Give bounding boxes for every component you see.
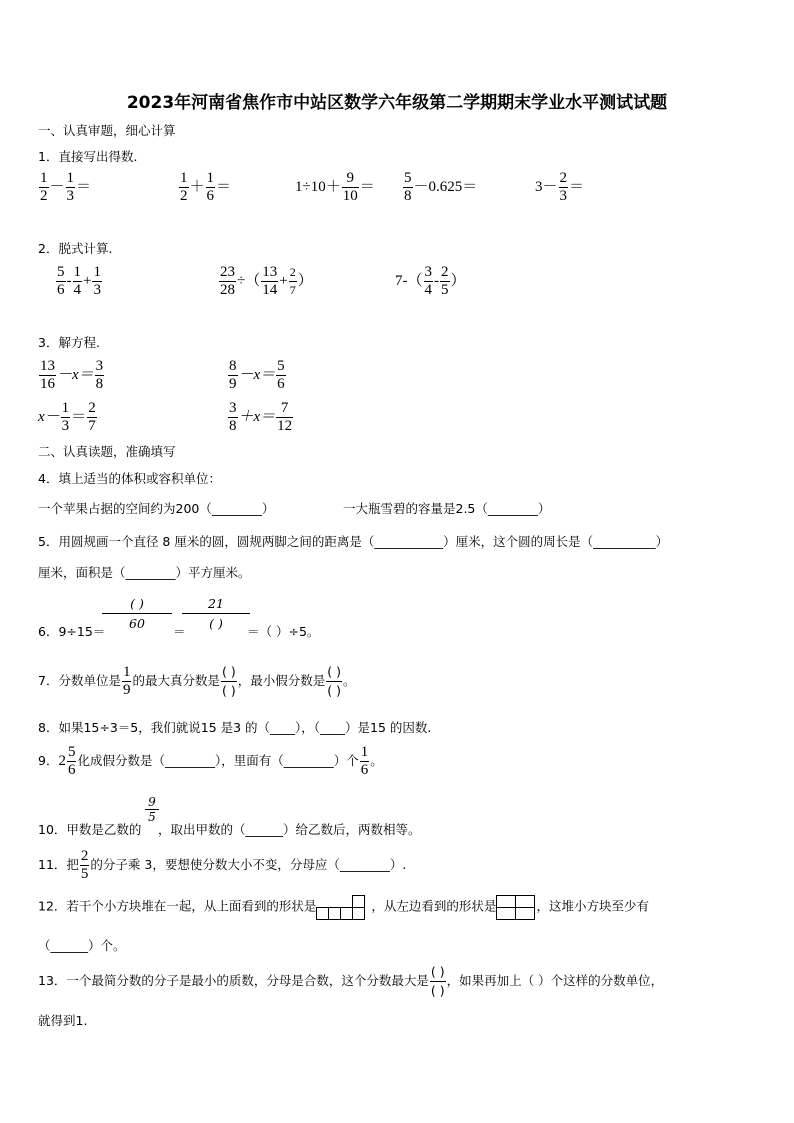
operator: + (83, 272, 92, 289)
prefix: 3－ (535, 178, 558, 195)
q8: 8．如果15÷3＝5，我们就说15 是3 的（____），（____）是15 的因数. (38, 720, 432, 735)
section-2-heading: 二、认真读题，准确填写 (38, 444, 176, 459)
q11-suffix: 的分子乘 3，要想使分数大小不变，分母应（________）. (90, 857, 407, 872)
denominator: 14 (262, 282, 278, 298)
q9-end: 。 (370, 753, 383, 768)
q1-item-5 (535, 170, 584, 205)
q1-item-2 (178, 170, 231, 205)
equals: ＝ (71, 408, 87, 425)
denominator-blank[interactable]: ( ) (327, 683, 341, 698)
operator: ÷（ (237, 272, 261, 289)
q6-fraction-1 (102, 596, 172, 631)
numerator: 1 (61, 400, 70, 416)
denominator: 3 (559, 188, 568, 204)
q6-suffix: ＝（ ）÷5。 (247, 624, 320, 639)
q3-equation-3 (38, 400, 98, 435)
equation-prefix: x－ (38, 408, 60, 425)
q2-label: 2．脱式计算. (38, 241, 113, 256)
operator: - (66, 272, 72, 289)
q11-prefix: 11．把 (38, 857, 79, 872)
equals: ＝ (569, 178, 585, 195)
denominator: 9 (229, 376, 237, 392)
q3-equation-4 (227, 400, 294, 435)
numerator: 21 (182, 596, 250, 614)
numerator: 13 (262, 264, 278, 280)
numerator: ( ) (102, 596, 172, 614)
q7-prefix: 7．分数单位是 (38, 673, 121, 688)
q5-line-2: 厘米，面积是（________）平方厘米。 (38, 565, 251, 580)
q9-whole: 2 (58, 753, 66, 769)
numerator: 1 (122, 664, 131, 680)
denominator: 9 (122, 682, 131, 698)
equals: ＝ (76, 178, 92, 195)
q13-line-1 (38, 963, 663, 1000)
numerator: 2 (88, 400, 96, 416)
q7 (38, 663, 355, 700)
equals: ＝ (359, 178, 375, 195)
equation-middle: －x＝ (57, 366, 94, 383)
denominator: 5 (80, 866, 89, 882)
close-paren: ） (297, 272, 313, 289)
numerator: 8 (229, 358, 237, 374)
q7-fraction (122, 664, 132, 699)
numerator-blank[interactable]: ( ) (430, 963, 446, 982)
numerator: 2 (289, 264, 297, 282)
denominator: 6 (206, 188, 215, 204)
numerator: 2 (559, 170, 568, 186)
q3-equation-1 (38, 358, 105, 393)
denominator: 2 (180, 188, 188, 204)
q13-line-2: 就得到1. (38, 1013, 88, 1028)
q2-expression-3 (395, 264, 466, 299)
operator: － (49, 178, 65, 195)
denominator: 8 (95, 376, 104, 392)
denominator: 3 (66, 188, 75, 204)
q3-label: 3．解方程. (38, 335, 100, 350)
q7-middle-2: ，最小假分数是 (237, 673, 326, 688)
denominator: 5 (148, 810, 156, 824)
q9-mixed-fraction (67, 744, 77, 779)
denominator: 6 (360, 762, 369, 778)
numerator: 23 (220, 264, 235, 280)
numerator: 1 (73, 264, 81, 280)
numerator: 1 (66, 170, 75, 186)
numerator: 9 (342, 170, 359, 188)
q7-blank-fraction-1[interactable] (221, 663, 237, 700)
denominator: 8 (229, 418, 237, 434)
denominator: 8 (404, 188, 412, 204)
q7-blank-fraction-2[interactable] (326, 663, 342, 700)
q12-line-2: （______）个。 (38, 938, 126, 953)
numerator: 3 (229, 400, 237, 416)
q1-label: 1．直接写出得数. (38, 149, 138, 164)
q13-suffix: ，如果再加上（ ）个这样的分数单位， (446, 973, 664, 988)
denominator: 7 (88, 418, 96, 434)
suffix: －0.625＝ (413, 178, 478, 195)
denominator: 28 (220, 282, 235, 298)
numerator: 5 (277, 358, 285, 374)
q4-label: 4．填上适当的体积或容积单位： (38, 471, 221, 486)
q13-blank-fraction[interactable] (430, 963, 446, 1000)
q10-suffix: ，取出甲数的（______）给乙数后，两数相等。 (158, 822, 421, 837)
numerator: 1 (180, 170, 188, 186)
q6-fraction-2 (182, 596, 250, 631)
denominator: 60 (129, 616, 145, 631)
q11 (38, 848, 406, 883)
q12-line-1 (38, 895, 649, 919)
numerator: 3 (424, 264, 432, 280)
operator: - (434, 272, 439, 289)
denominator: 4 (424, 282, 432, 298)
section-1-heading: 一、认真审题，细心计算 (38, 123, 176, 138)
square-cell (515, 907, 535, 920)
q10-prefix: 10．甲数是乙数的 (38, 822, 142, 837)
numerator: 7 (276, 400, 293, 418)
numerator: 2 (80, 848, 89, 864)
q1-item-3 (295, 170, 375, 205)
equation-middle: ＋x＝ (238, 408, 276, 425)
left-view-shape (496, 895, 536, 919)
equals: ＝ (216, 178, 232, 195)
numerator: 1 (93, 264, 101, 280)
q9-unit-fraction (360, 744, 370, 779)
operator: + (279, 272, 288, 289)
denominator: 3 (61, 418, 70, 434)
denominator: 6 (67, 762, 76, 778)
q7-end: 。 (342, 673, 356, 688)
q11-fraction (80, 848, 90, 883)
numerator: 5 (404, 170, 412, 186)
denominator: 5 (441, 282, 449, 298)
numerator-blank[interactable]: ( ) (221, 663, 237, 682)
top-view-shape (316, 895, 371, 919)
denominator: 3 (93, 282, 101, 298)
denominator: 2 (40, 188, 48, 204)
q10-fraction (145, 795, 159, 824)
denominator: 10 (342, 188, 358, 204)
denominator: ( ) (209, 616, 223, 631)
q7-middle: 的最大真分数是 (132, 673, 220, 688)
q5-line-1: 5．用圆规画一个直径 8 厘米的圆，圆规两脚之间的距离是（___________）厘米，这个圆的周长是（__________） (38, 534, 669, 549)
numerator: 9 (145, 795, 159, 810)
q1-item-4 (402, 170, 477, 205)
q12-prefix: 12．若干个小方块堆在一起，从上面看到的形状是 (38, 898, 317, 914)
prefix: 1÷10＋ (295, 178, 341, 195)
q4-part-b: 一大瓶雪碧的容量是2.5（________） (343, 501, 551, 516)
q9-prefix: 9． (38, 753, 59, 768)
denominator: 6 (277, 376, 285, 392)
denominator: 12 (277, 418, 293, 434)
numerator: 1 (206, 170, 215, 186)
q9 (38, 744, 383, 779)
denominator: 7 (289, 283, 296, 297)
numerator: 5 (57, 264, 65, 280)
q2-expression-1 (55, 264, 103, 299)
square-cell (496, 907, 516, 920)
q6-prefix: 6．9÷15＝ (38, 624, 106, 639)
q6-equals: ＝ (173, 624, 186, 639)
equation-middle: －x＝ (238, 366, 276, 383)
numerator: 1 (360, 744, 369, 760)
denominator: 16 (40, 376, 55, 392)
square-cell (352, 907, 365, 920)
close-paren: ） (450, 272, 466, 289)
q2-expression-2 (218, 264, 313, 299)
numerator: 1 (40, 170, 48, 186)
numerator: 13 (40, 358, 55, 374)
q13-prefix: 13．一个最简分数的分子是最小的质数，分母是合数，这个分数最大是 (38, 973, 429, 988)
numerator-blank[interactable]: ( ) (326, 663, 342, 682)
q4-part-a: 一个苹果占据的空间约为200（________） (38, 501, 275, 516)
page-title: 2023年河南省焦作市中站区数学六年级第二学期期末学业水平测试试题 (126, 93, 668, 113)
numerator: 2 (441, 264, 449, 280)
q1-item-1 (38, 170, 91, 205)
q12-middle: ，从左边看到的形状是 (371, 898, 497, 914)
denominator: 4 (73, 282, 81, 298)
operator: ＋ (189, 178, 205, 195)
prefix: 7-（ (395, 272, 423, 289)
numerator: 3 (95, 358, 104, 374)
denominator-blank[interactable]: ( ) (221, 683, 236, 698)
numerator: 5 (67, 744, 76, 760)
q9-middle: 化成假分数是（________），里面有（________）个 (77, 753, 359, 768)
denominator: 6 (57, 282, 65, 298)
q3-equation-2 (227, 358, 287, 393)
denominator-blank[interactable]: ( ) (430, 983, 445, 998)
q12-suffix: ，这堆小方块至少有 (536, 898, 649, 914)
